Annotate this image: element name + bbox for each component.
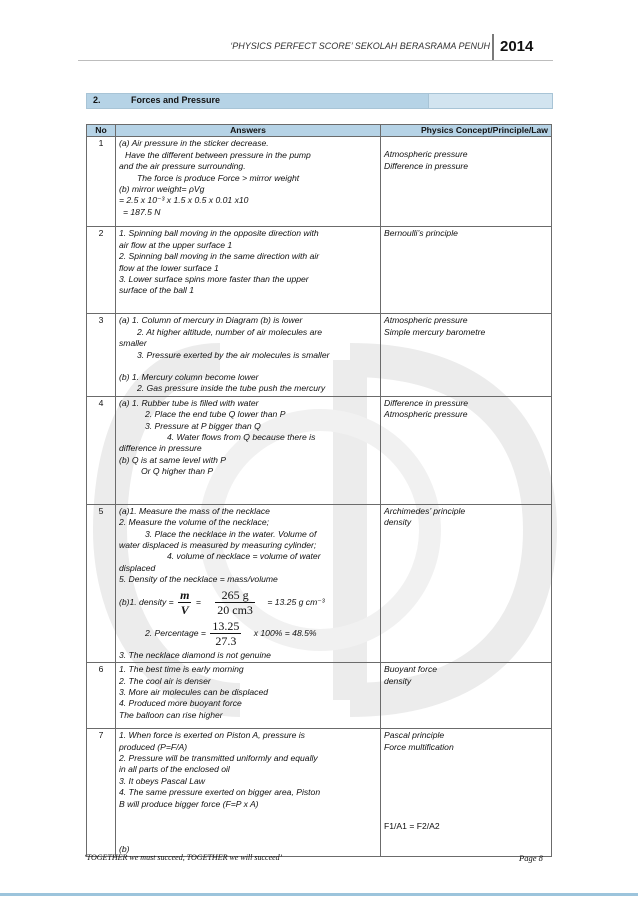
concept-cell xyxy=(381,137,552,227)
answer-line: displaced xyxy=(119,562,156,573)
answer-line: (b) 1. Mercury column become lower xyxy=(119,372,259,383)
density-result: = 13.25 g cm⁻³ xyxy=(267,596,325,607)
header-title: ‘PHYSICS PERFECT SCORE’ SEKOLAH BERASRAMA PENUH xyxy=(230,41,490,51)
concept-cell xyxy=(381,504,552,662)
answer-line: 2. The cool air is denser xyxy=(119,675,211,686)
concept-line: density xyxy=(384,675,412,686)
answer-line: The balloon can rise higher xyxy=(119,709,223,720)
percentage-result: x 100% = 48.5% xyxy=(253,627,317,638)
answer-line: 1. Spinning ball moving in the opposite direction with xyxy=(119,228,319,239)
answer-line: (b) xyxy=(119,843,130,854)
answer-line: 3. More air molecules can be displaced xyxy=(119,686,269,697)
header-underline xyxy=(78,60,553,61)
answer-line: 4. Water flows from Q because there is xyxy=(167,432,316,443)
table-row xyxy=(87,663,552,729)
fraction-denominator: 27.3 xyxy=(215,633,237,648)
concept-line: density xyxy=(384,517,412,528)
fraction-m-over-v xyxy=(178,588,191,617)
section-heading-bar xyxy=(86,93,553,109)
answer-line: 4. The same pressure exerted on bigger area, Piston xyxy=(119,787,321,798)
concept-line: Buoyant force xyxy=(384,664,438,675)
answer-line: (a) 1. Rubber tube is filled with water xyxy=(119,397,259,408)
page-number: Page 8 xyxy=(519,853,543,863)
table-row xyxy=(87,504,552,662)
answer-cell xyxy=(116,396,381,504)
col-header-no: No xyxy=(87,125,116,137)
bottom-border xyxy=(0,893,638,906)
answer-line: (a) 1. Column of mercury in Diagram (b) is lower xyxy=(119,315,303,326)
header-divider xyxy=(492,34,494,60)
density-label: (b)1. density = xyxy=(119,596,174,607)
concept-line: Atmospheric pressure xyxy=(384,409,468,420)
table-row xyxy=(87,227,552,314)
fraction-denominator: V xyxy=(180,602,189,617)
answer-line: water displaced is measured by measuring cylinder; xyxy=(119,540,317,551)
answer-cell xyxy=(116,729,381,857)
concept-line: Archimedes’ principle xyxy=(384,505,466,516)
concept-cell xyxy=(381,729,552,857)
answer-line: 3. It obeys Pascal Law xyxy=(119,775,205,786)
answer-line: B will produce bigger force (F=P x A) xyxy=(119,798,259,809)
answer-line: 1. When force is exerted on Piston A, pressure is xyxy=(119,730,305,741)
answer-cell xyxy=(116,663,381,729)
col-header-answers: Answers xyxy=(116,125,381,137)
concept-line: Difference in pressure xyxy=(384,160,469,171)
answer-line: (b) Q is at same level with P xyxy=(119,454,226,465)
fraction-denominator: 20 cm3 xyxy=(217,602,253,617)
answer-line: surface of the ball 1 xyxy=(119,285,195,296)
percentage-label: 2. Percentage = xyxy=(145,627,206,638)
answer-line: 1. The best time is early morning xyxy=(119,664,244,675)
answer-line: flow at the lower surface 1 xyxy=(119,262,219,273)
fraction-mass-over-volume xyxy=(215,588,255,617)
density-formula xyxy=(119,588,377,617)
table-header-row xyxy=(87,125,552,137)
answer-line: = 187.5 N xyxy=(123,206,161,217)
answer-line: 2. Spinning ball moving in the same direction with air xyxy=(119,251,320,262)
table-row xyxy=(87,137,552,227)
answer-line: air flow at the upper surface 1 xyxy=(119,239,233,250)
answer-line: (b) mirror weight= ρVg xyxy=(119,184,205,195)
concept-line: Bernoulli’s principle xyxy=(384,228,458,239)
answer-line: 3. The necklace diamond is not genuine xyxy=(119,649,271,660)
answer-line xyxy=(119,361,377,372)
row-number: 4 xyxy=(87,396,116,504)
section-number: 2. xyxy=(93,95,101,105)
answer-line: = 2.5 x 10⁻³ x 1.5 x 0.5 x 0.01 x10 xyxy=(119,195,249,206)
fraction-numerator: 265 g xyxy=(215,588,255,603)
concept-line: Simple mercury barometre xyxy=(384,326,486,337)
table-row xyxy=(87,729,552,857)
answer-line: 5. Density of the necklace = mass/volume xyxy=(119,574,278,585)
answer-line: 3. Pressure exerted by the air molecules is smaller xyxy=(137,349,330,360)
answer-line: 4. volume of necklace = volume of water xyxy=(167,551,321,562)
concept-line: Atmospheric pressure xyxy=(384,149,468,160)
section-bar-end xyxy=(428,94,552,108)
fraction-numerator: m xyxy=(180,587,190,602)
answer-cell xyxy=(116,314,381,396)
answer-cell xyxy=(116,137,381,227)
col-header-concept: Physics Concept/Principle/Law xyxy=(381,125,552,137)
concept-line: Atmospheric pressure xyxy=(384,315,468,326)
answer-line: 2. Gas pressure inside the tube push the mercury xyxy=(137,383,326,394)
row-number: 3 xyxy=(87,314,116,396)
answer-line: smaller xyxy=(119,338,147,349)
concept-formula: F1/A1 = F2/A2 xyxy=(384,820,440,831)
answer-line: 4. Produced more buoyant force xyxy=(119,698,242,709)
answer-cell xyxy=(116,227,381,314)
answer-cell xyxy=(116,504,381,662)
answer-line: produced (P=F/A) xyxy=(119,741,188,752)
answer-line: in all parts of the enclosed oil xyxy=(119,764,230,775)
answer-line: (a) Air pressure in the sticker decrease. xyxy=(119,138,269,149)
concept-cell xyxy=(381,227,552,314)
answer-line: 2. Place the end tube Q lower than P xyxy=(145,409,286,420)
fraction-numerator: 13.25 xyxy=(212,618,240,633)
answer-line: 2. At higher altitude, number of air molecules are xyxy=(137,326,323,337)
footer-motto: ‘TOGETHER we must succeed, TOGETHER we will succeed’ xyxy=(84,853,283,862)
table-row xyxy=(87,396,552,504)
answer-line: 2. Pressure will be transmitted uniformly and equally xyxy=(119,752,318,763)
concept-cell xyxy=(381,663,552,729)
answer-line: and the air pressure surrounding. xyxy=(119,161,246,172)
answer-line: 3. Pressure at P bigger than Q xyxy=(145,420,261,431)
section-title: Forces and Pressure xyxy=(131,95,221,105)
row-number: 5 xyxy=(87,504,116,662)
answer-line: 3. Place the necklace in the water. Volume of xyxy=(145,528,317,539)
answer-line: Or Q higher than P xyxy=(141,466,214,477)
answer-line: 2. Measure the volume of the necklace; xyxy=(119,517,269,528)
fraction-percentage xyxy=(210,619,241,648)
concept-cell xyxy=(381,396,552,504)
row-number: 2 xyxy=(87,227,116,314)
concept-line: Pascal principle xyxy=(384,730,445,741)
answer-line: 3. Lower surface spins more faster than the upper xyxy=(119,274,309,285)
row-number: 7 xyxy=(87,729,116,857)
row-number: 6 xyxy=(87,663,116,729)
header-year: 2014 xyxy=(500,38,534,55)
answers-table xyxy=(86,124,552,857)
equals-sign: = xyxy=(195,596,201,607)
answer-line: (a)1. Measure the mass of the necklace xyxy=(119,505,270,516)
percentage-formula xyxy=(119,619,377,648)
row-number: 1 xyxy=(87,137,116,227)
concept-line: Difference in pressure xyxy=(384,397,469,408)
table-row xyxy=(87,314,552,396)
concept-line: Force multification xyxy=(384,741,454,752)
concept-cell xyxy=(381,314,552,396)
answer-line: difference in pressure xyxy=(119,443,202,454)
answer-line: The force is produce Force > mirror weight xyxy=(137,172,300,183)
answer-line: Have the different between pressure in the pump xyxy=(125,149,311,160)
